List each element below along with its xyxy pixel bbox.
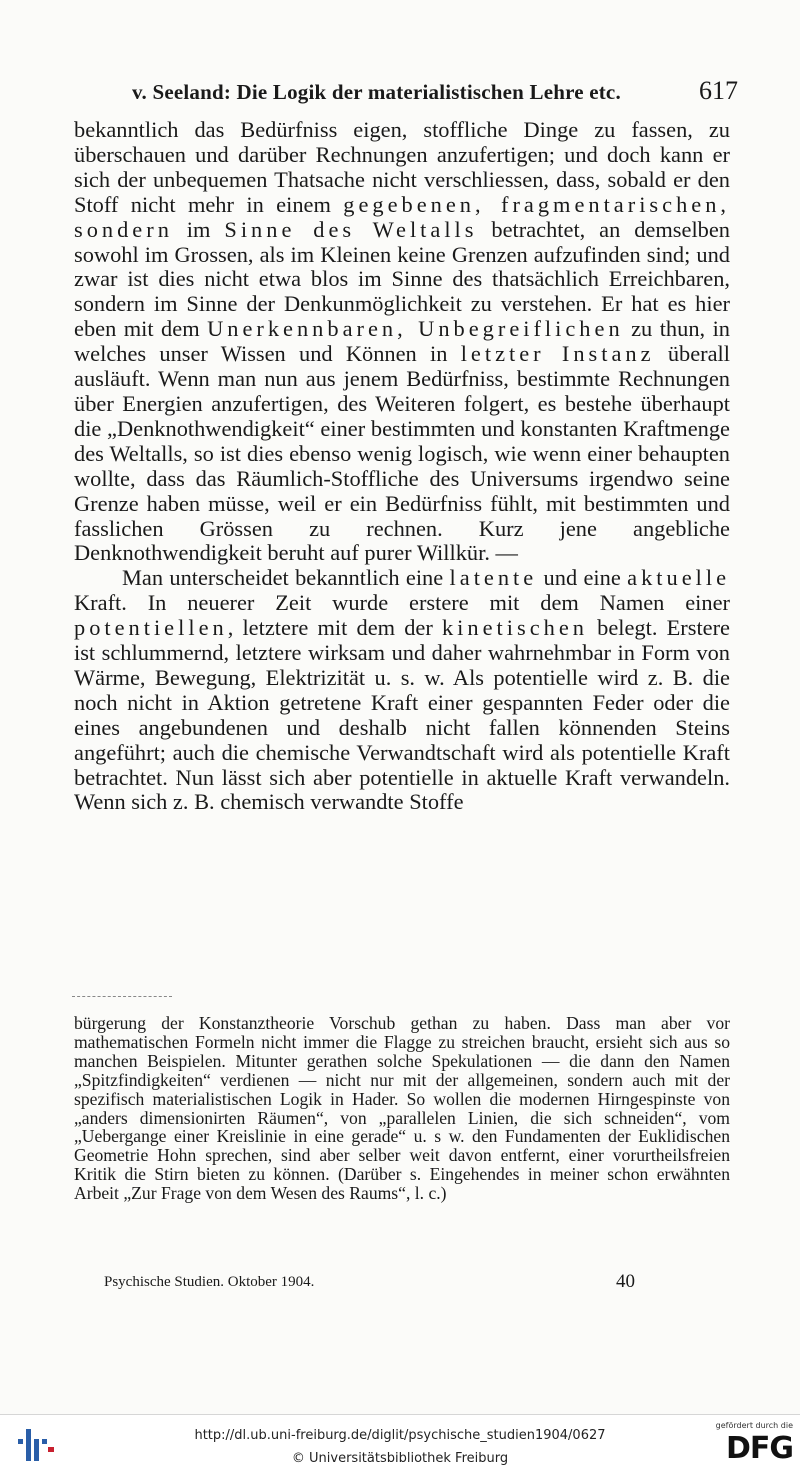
paragraph-2 bbox=[74, 566, 730, 815]
text-run: bekanntlich das Bedürfniss eigen, stoffliche Dinge zu fassen, zu überschauen und darüber Rechnungen anzufertigen; und doch kann er sich der unbequemen Thatsache nicht verschliessen, dass, sobald er den Stoff nicht mehr in einem bbox=[74, 117, 730, 217]
spaced-emphasis: aktuelle bbox=[627, 565, 731, 591]
spaced-emphasis: letzter Instanz bbox=[460, 341, 655, 367]
footnote: bürgerung der Konstanztheorie Vorschub gethan zu haben. Dass man aber vor mathematischen Formeln nicht immer die Flagge zu streichen braucht, ersieht sich aus so manchen Beispielen. Mitunter gerathen solche Spekulationen — die dann den Namen „Spitzfindigkeiten“ verdienen — nicht nur mit der allgemeinen, sondern auch mit der spezifisch materialistischen Logik in Hader. So wollen die modernen Hirngespinste von „anders dimensionirten Räumen“, von „parallelen Linien, die sich schneiden“, vom „Uebergange einer Kreislinie in eine gerade“ u. s w. den Fundamenten der Euklidischen Geometrie Hohn sprechen, sind aber selber weit davon entfernt, einer vorurtheilsfreien Kritik die Stirn bieten zu können. (Darüber s. Eingehendes in meiner schon erwähnten Arbeit „Zur Frage von dem Wesen des Raums“, l. c.) bbox=[74, 1013, 730, 1204]
page-header bbox=[70, 76, 738, 108]
text-run: betrachtet, an demselben sowohl im Grossen, als im Kleinen keine Grenzen aufzufinden sind; und zwar ist dies nicht etwa blos im Sinne des thatsächlich Erreichbaren, sondern im Sinne der Denkunmöglichkeit zu verstehen. Er hat es hier eben mit dem bbox=[74, 216, 730, 342]
copyright-notice: © Universitätsbibliothek Freiburg bbox=[291, 1451, 509, 1466]
paragraph-1 bbox=[74, 118, 730, 566]
text-run: , letztere mit dem der bbox=[227, 615, 442, 641]
text-run: Man unterscheidet bekanntlich eine bbox=[122, 565, 450, 591]
text-run: überall ausläuft. Wenn man nun aus jenem Bedürfniss, bestimmte Rechnungen über Energien anzufertigen, des Weiteren folgert, es bestehe überhaupt die „Denknothwendigkeit“ einer bestimmten und konstanten Kraftmenge des Weltalls, so ist dies ebenso wenig logisch, wie wenn einer behaupten wollte, dass das Räumlich-Stoffliche des Universums irgendwo seine Grenze haben müsse, weil er ein Bedürfniss fühlt, mit bestimmten und fasslichen Grössen zu rechnen. Kurz jene angebliche Denknothwendigkeit beruht auf purer Willkür. — bbox=[74, 341, 730, 566]
page-footer bbox=[104, 1271, 664, 1298]
main-text bbox=[74, 118, 730, 815]
footnote-divider bbox=[72, 996, 172, 997]
spaced-emphasis: kinetischen bbox=[441, 615, 588, 641]
page-number: 617 bbox=[699, 76, 738, 105]
spaced-emphasis: Unerkennbaren, Unbegreiflichen bbox=[207, 316, 624, 342]
spaced-emphasis: potentiellen bbox=[74, 615, 228, 641]
running-head: v. Seeland: Die Logik der materialistischen Lehre etc. bbox=[132, 80, 621, 104]
text-run: belegt. Erstere ist schlummernd, letztere wirksam und daher wahrnehmbar in Form von Wärme, Bewegung, Elektrizität u. s. w. Als potentielle wird z. B. die noch nicht in Aktion getretene Kraft einer gespannten Feder oder die eines angebundenen und deshalb nicht fallen könnenden Steins angeführt; auch die chemische Verwandtschaft wird als potentielle Kraft betrachtet. Nun lässt sich aber potentielle in aktuelle Kraft verwandeln. Wenn sich z. B. chemisch verwandte Stoffe bbox=[74, 615, 730, 815]
library-banner bbox=[0, 1414, 800, 1473]
text-run: im bbox=[172, 216, 225, 242]
text-run: zu thun, in welches unser Wissen und Können in bbox=[74, 316, 730, 367]
source-url[interactable]: http://dl.ub.uni-freiburg.de/diglit/psychische_studien1904/0627 bbox=[194, 1428, 606, 1443]
spaced-emphasis: latente bbox=[449, 565, 538, 591]
signature-mark: 40 bbox=[616, 1271, 635, 1292]
spaced-emphasis: Sinne des Weltalls bbox=[224, 216, 478, 242]
dfg-wordmark: DFG bbox=[725, 1431, 793, 1466]
dfg-logo bbox=[703, 1421, 793, 1469]
text-run: und eine bbox=[537, 565, 628, 591]
spaced-emphasis: gegebenen, fragmentarischen, sondern bbox=[74, 191, 730, 242]
journal-line: Psychische Studien. Oktober 1904. bbox=[104, 1274, 315, 1290]
text-run: Kraft. In neuerer Zeit wurde erstere mit dem Namen einer bbox=[74, 590, 730, 616]
funding-label: gefördert durch die bbox=[715, 1421, 793, 1430]
